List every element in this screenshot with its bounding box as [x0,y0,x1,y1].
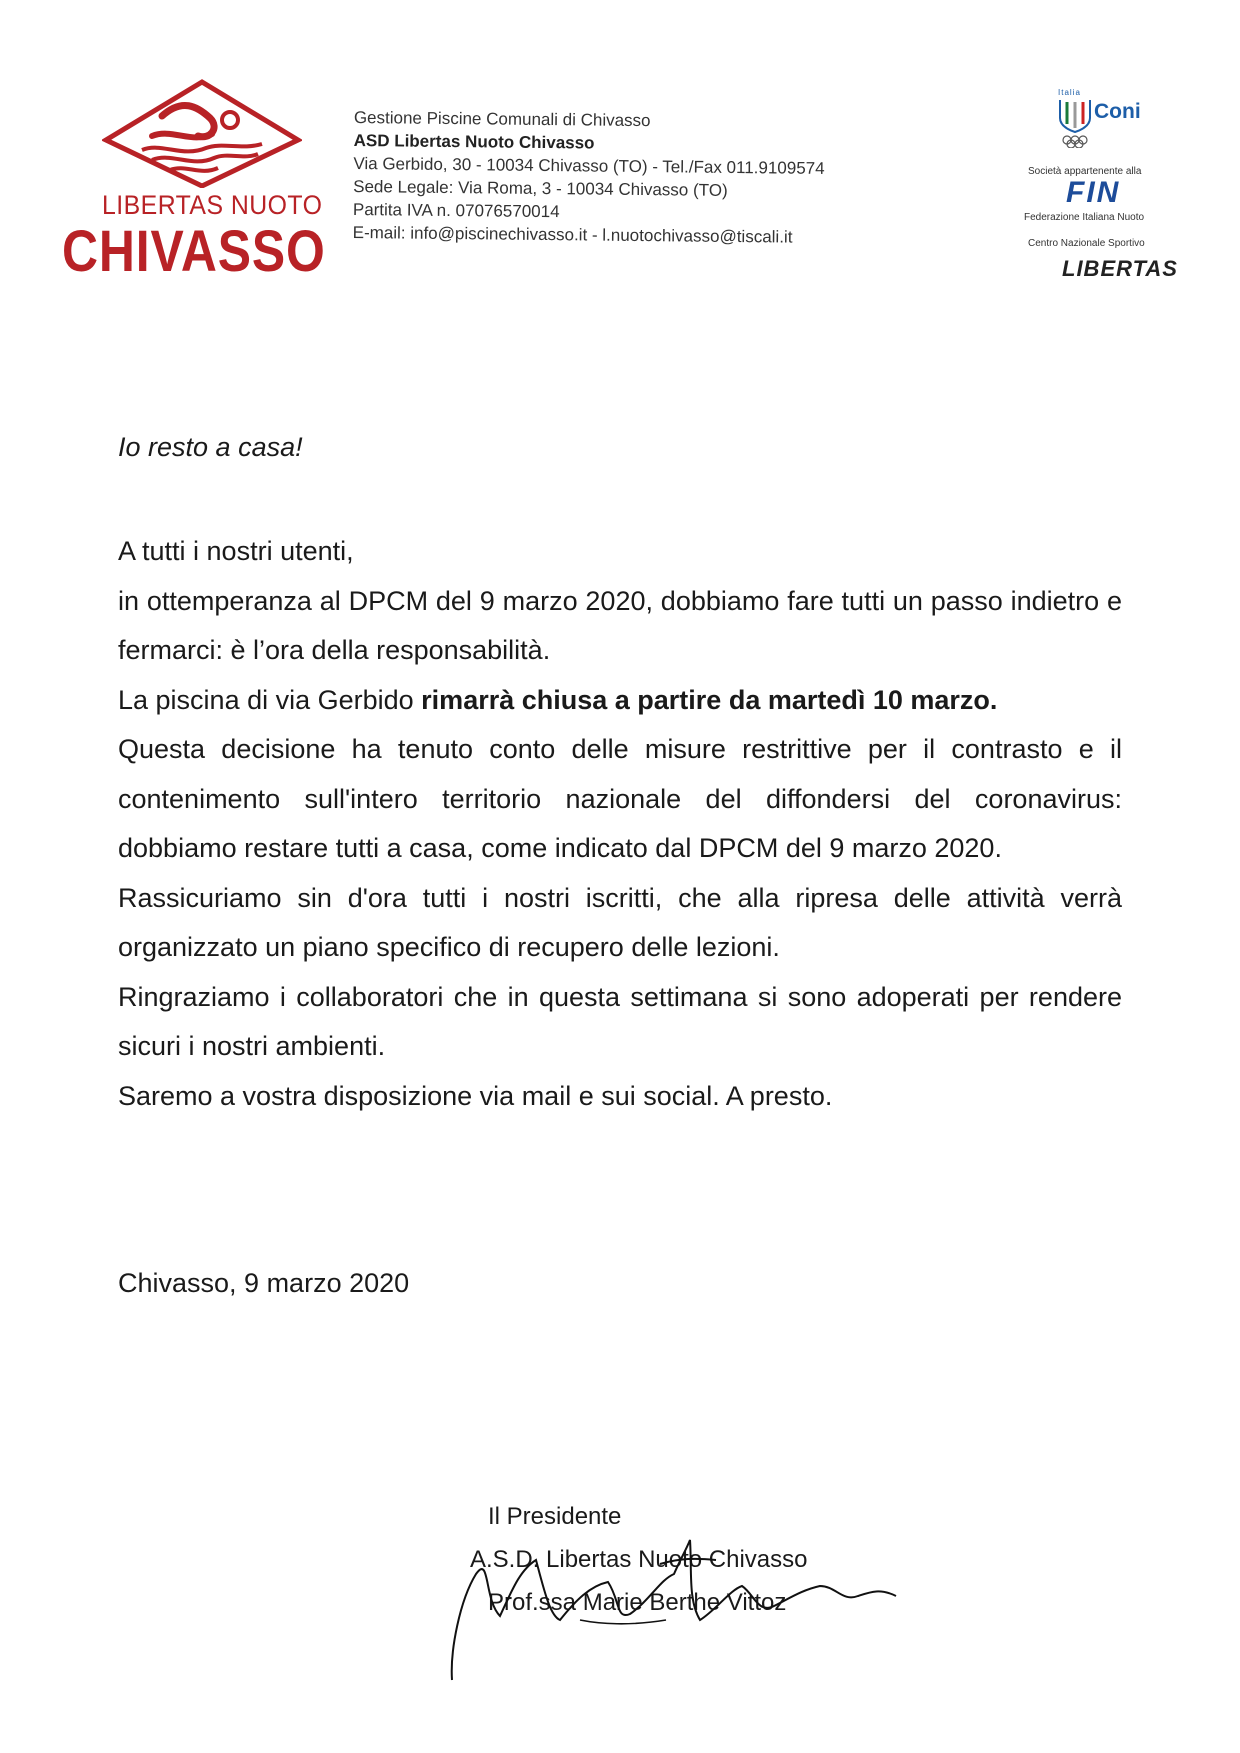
libertas-logo-text: LIBERTAS [1062,256,1178,281]
paragraph-1: in ottemperanza al DPCM del 9 marzo 2020, dobbiamo fare tutti un passo indietro e fermarci: è l’ora della responsabilità. [118,585,1122,665]
handwritten-signature [440,1530,910,1690]
signatory-name: Prof.ssa Marie Berthe Vittoz [488,1589,787,1616]
affiliation-logos [1020,88,1190,298]
closure-notice: rimarrà chiusa a partire da martedì 10 marzo. [421,684,998,715]
italia-label: Italia [1058,88,1081,97]
fin-member-label: Società appartenente alla [1028,166,1142,177]
address-line: Gestione Piscine Comunali di Chivasso [353,107,651,131]
letterhead-address [353,106,826,249]
swimmer-emblem-icon [102,78,302,188]
paragraph-2-text: La piscina di via Gerbido [118,684,422,715]
letter-date: Chivasso, 9 marzo 2020 [118,1268,410,1298]
signatory-role: Il Presidente [488,1503,622,1530]
fin-logo-text: FIN [1066,176,1121,209]
coni-logo-text: Coni [1094,100,1141,123]
greeting: A tutti i nostri utenti, [118,536,354,566]
address-line-email: E-mail: info@piscinechivasso.it - l.nuotochivasso@tiscali.it [352,222,793,247]
logo-name-main: CHIVASSO [62,219,326,284]
letter-body [118,527,1122,1121]
address-line: Via Gerbido, 30 - 10034 Chivasso (TO) - Tel./Fax 011.9109574 [353,153,825,178]
fin-full-name: Federazione Italiana Nuoto [1024,212,1145,223]
paragraph-3: Questa decisione ha tenuto conto delle misure restrittive per il contrasto e il contenimento sull'intero territorio nazionale del diffondersi del coronavirus: dobbiamo restare tutti a casa, come indicato dal DPCM del 9 marzo 2020. [118,734,1122,863]
logo-name-top: LIBERTAS NUOTO [102,190,323,220]
paragraph-6: Saremo a vostra disposizione via mail e sui social. A presto. [118,1080,833,1111]
paragraph-5: Ringraziamo i collaboratori che in questa settimana si sono adoperati per rendere sicuri i nostri ambienti. [118,981,1122,1061]
address-line: Sede Legale: Via Roma, 3 - 10034 Chivasso (TO) [353,176,728,200]
motto: Io resto a casa! [118,432,303,462]
paragraph-2 [118,676,1122,726]
address-line: Partita IVA n. 07076570014 [352,199,560,222]
libertas-nuoto-logo [60,78,340,284]
centro-label: Centro Nazionale Sportivo [1028,238,1145,249]
paragraph-4: Rassicuriamo sin d'ora tutti i nostri iscritti, che alla ripresa delle attività verrà organizzato un piano specifico di recupero delle lezioni. [118,882,1122,962]
address-line-org: ASD Libertas Nuoto Chivasso [353,130,595,153]
signatory-org: A.S.D. Libertas Nuoto Chivasso [470,1546,808,1573]
coni-emblem-icon [1058,98,1092,148]
